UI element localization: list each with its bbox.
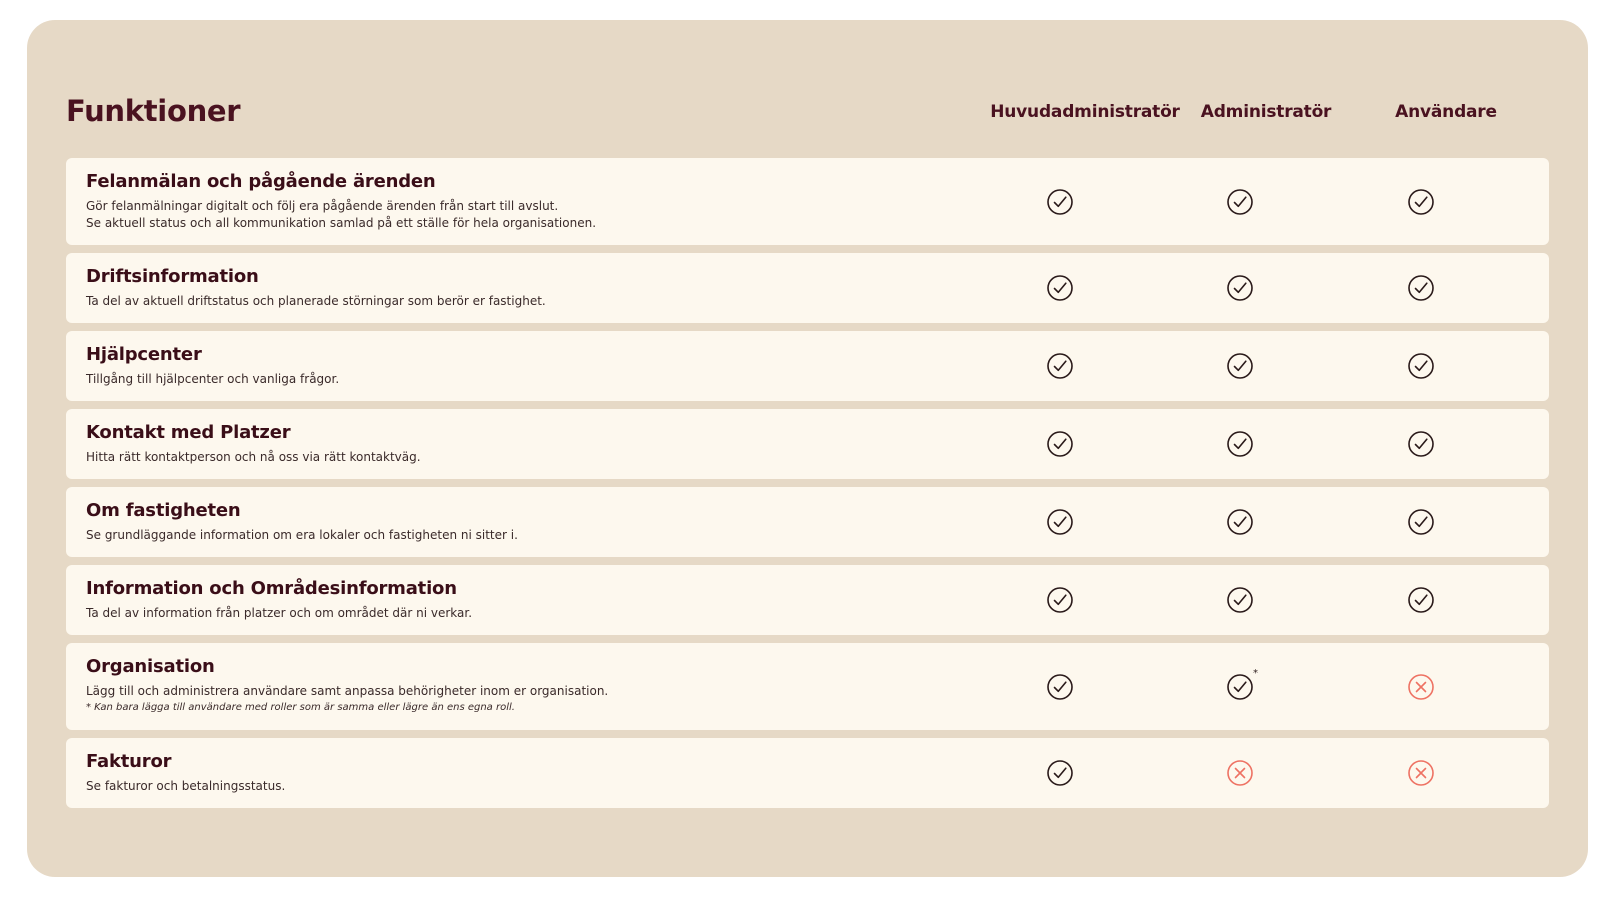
feature-description: Tillgång till hjälpcenter och vanliga frågor. [86, 372, 340, 386]
feature-title: Organisation [86, 656, 215, 677]
cross-circle-icon [1407, 759, 1435, 787]
check-circle-icon [1226, 508, 1254, 536]
column-header-administrator: Administratör [1200, 102, 1332, 122]
feature-text [86, 344, 906, 388]
feature-text [86, 422, 906, 466]
check-circle-icon [1226, 274, 1254, 302]
page-title: Funktioner [66, 94, 241, 128]
check-circle-icon [1226, 667, 1258, 701]
cross-circle-icon [1226, 759, 1254, 787]
feature-title: Kontakt med Platzer [86, 422, 291, 443]
footnote-marker: * [1253, 667, 1258, 679]
check-circle-icon [1046, 188, 1074, 216]
feature-row [66, 331, 1549, 401]
feature-title: Information och Områdesinformation [86, 578, 457, 599]
check-circle-icon [1407, 274, 1435, 302]
check-circle-icon [1407, 352, 1435, 380]
feature-row [66, 253, 1549, 323]
cross-circle-icon [1407, 673, 1435, 701]
column-header-huvudadministrator: Huvudadministratör [990, 102, 1180, 122]
check-circle-icon [1046, 673, 1074, 701]
feature-row [66, 643, 1549, 730]
feature-description: Ta del av information från platzer och om området där ni verkar. [86, 606, 473, 620]
feature-text [86, 656, 906, 716]
check-circle-icon [1046, 508, 1074, 536]
feature-rows [66, 158, 1549, 816]
feature-row [66, 158, 1549, 245]
feature-description: Gör felanmälningar digitalt och följ era pågående ärenden från start till avslut. [86, 199, 559, 213]
check-circle-icon [1046, 430, 1074, 458]
check-circle-icon [1407, 586, 1435, 614]
feature-text [86, 171, 906, 232]
feature-text [86, 500, 906, 544]
feature-title: Felanmälan och pågående ärenden [86, 171, 436, 192]
feature-title: Hjälpcenter [86, 344, 202, 365]
feature-text [86, 751, 906, 795]
check-circle-icon [1226, 586, 1254, 614]
permissions-panel [27, 20, 1588, 877]
feature-row [66, 565, 1549, 635]
feature-description: Se fakturor och betalningsstatus. [86, 779, 286, 793]
feature-description: Hitta rätt kontaktperson och nå oss via rätt kontaktväg. [86, 450, 421, 464]
feature-row [66, 487, 1549, 557]
feature-title: Om fastigheten [86, 500, 241, 521]
check-circle-icon [1046, 586, 1074, 614]
check-circle-icon [1226, 352, 1254, 380]
check-circle-icon [1407, 188, 1435, 216]
feature-description: Se aktuell status och all kommunikation samlad på ett ställe för hela organisationen. [86, 216, 597, 230]
check-circle-icon [1046, 352, 1074, 380]
check-circle-icon [1226, 188, 1254, 216]
check-circle-icon [1046, 274, 1074, 302]
feature-description: Ta del av aktuell driftstatus och planerade störningar som berör er fastighet. [86, 294, 546, 308]
column-header-anvandare: Användare [1395, 102, 1497, 122]
check-circle-icon [1226, 430, 1254, 458]
feature-text [86, 266, 906, 310]
table-header [66, 88, 1549, 138]
feature-text [86, 578, 906, 622]
feature-footnote: * Kan bara lägga till användare med roller som är samma eller lägre än ens egna roll. [86, 702, 515, 713]
feature-description: Lägg till och administrera användare samt anpassa behörigheter inom er organisation. [86, 684, 609, 698]
feature-title: Driftsinformation [86, 266, 259, 287]
check-circle-icon [1407, 508, 1435, 536]
feature-title: Fakturor [86, 751, 172, 772]
check-circle-icon [1046, 759, 1074, 787]
feature-description: Se grundläggande information om era lokaler och fastigheten ni sitter i. [86, 528, 518, 542]
check-circle-icon [1407, 430, 1435, 458]
feature-row [66, 409, 1549, 479]
feature-row [66, 738, 1549, 808]
